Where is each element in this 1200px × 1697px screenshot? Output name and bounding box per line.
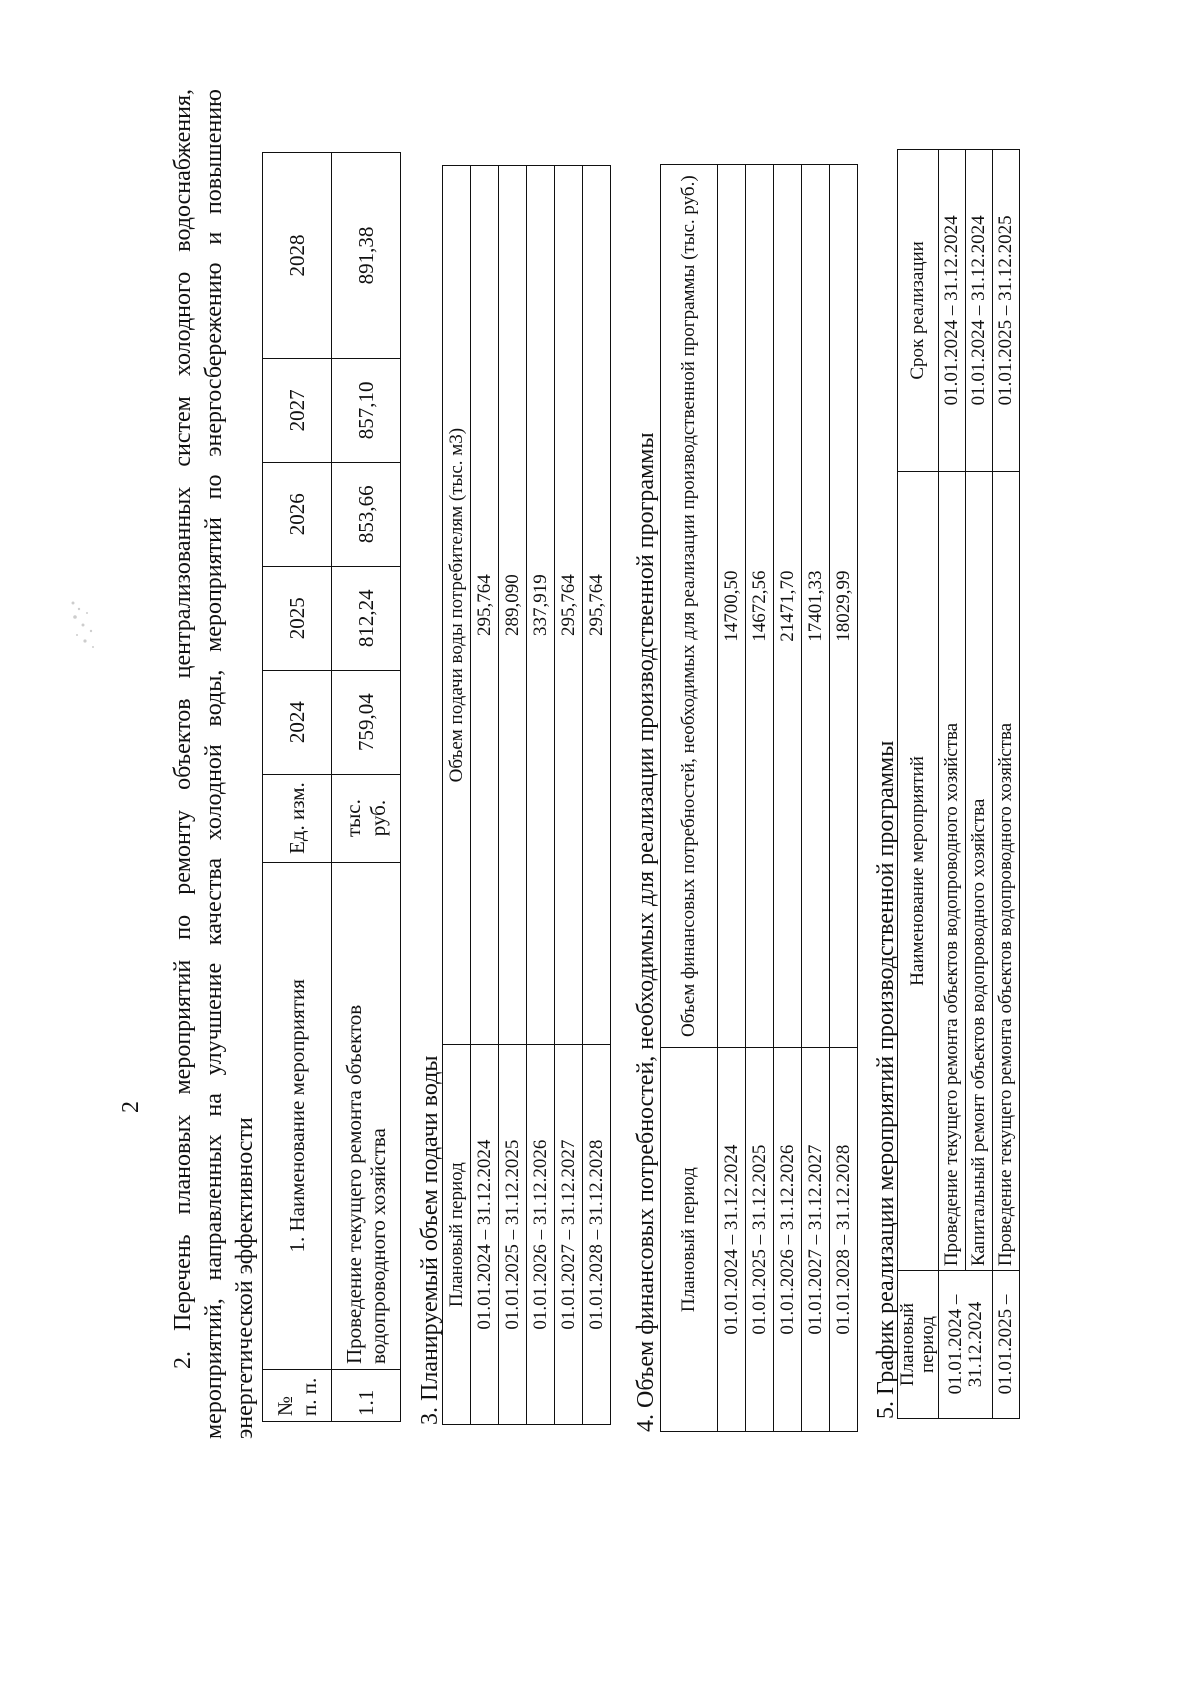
table-row (939, 150, 966, 1419)
period-cell: 01.01.2028 – 31.12.2028 (583, 1045, 611, 1425)
water-volume-table (442, 165, 611, 1425)
section-2-heading (168, 89, 261, 1439)
volume-cell: 289,090 (499, 166, 527, 1045)
period-cell: 01.01.2025 – 31.12.2025 (499, 1045, 527, 1425)
period-cell: 01.01.2027 – 31.12.2027 (802, 1048, 830, 1432)
header-period: Плановый период (898, 1271, 939, 1419)
header-year-2027: 2027 (263, 358, 332, 462)
header-number: № п. п. (263, 1370, 332, 1422)
header-volume: Объем подачи воды потребителям (тыс. м3) (443, 166, 471, 1045)
table-row (332, 153, 401, 1422)
financial-needs-table-header (661, 165, 718, 1432)
amount-cell: 17401,33 (802, 165, 830, 1048)
measure-cell: Проведение текущего ремонта объектов водопроводного хозяйства (993, 471, 1020, 1270)
table-row (583, 166, 611, 1425)
period-cell: 01.01.2026 – 31.12.2026 (774, 1048, 802, 1432)
table-row (746, 165, 774, 1432)
period-cell: 01.01.2027 – 31.12.2027 (555, 1045, 583, 1425)
row-value-2025: 812,24 (332, 566, 401, 670)
schedule-table-header (898, 150, 939, 1419)
measures-table-header (263, 153, 332, 1422)
amount-cell: 14700,50 (718, 165, 746, 1048)
period-cell: 01.01.2026 – 31.12.2026 (527, 1045, 555, 1425)
header-period: Плановый период (661, 1048, 718, 1432)
header-period: Плановый период (443, 1045, 471, 1425)
volume-cell: 337,919 (527, 166, 555, 1045)
period-cell: 01.01.2025 – 31.12.2025 (746, 1048, 774, 1432)
row-unit: тыс. руб. (332, 774, 401, 862)
header-term: Срок реализации (898, 150, 939, 472)
period-cell: 01.01.2025 – (993, 1271, 1020, 1419)
term-cell: 01.01.2025 – 31.12.2025 (993, 150, 1020, 472)
table-row (993, 150, 1020, 1419)
row-value-2027: 857,10 (332, 358, 401, 462)
amount-cell: 21471,70 (774, 165, 802, 1048)
schedule-table (897, 149, 1020, 1419)
period-cell: 01.01.2024 – 31.12.2024 (939, 1271, 993, 1419)
row-value-2028: 891,38 (332, 153, 401, 359)
section-3-heading: 3. Планируемый объем подачи воды (417, 1055, 443, 1425)
financial-needs-table (660, 164, 858, 1432)
table-row (499, 166, 527, 1425)
header-unit: Ед. изм. (263, 774, 332, 862)
header-year-2028: 2028 (263, 153, 332, 359)
header-year-2026: 2026 (263, 462, 332, 566)
measure-cell: Проведение текущего ремонта объектов водопроводного хозяйства (939, 471, 966, 1270)
table-row (830, 165, 858, 1432)
table-row (802, 165, 830, 1432)
table-row (527, 166, 555, 1425)
term-cell: 01.01.2024 – 31.12.2024 (966, 150, 993, 472)
header-year-2024: 2024 (263, 670, 332, 774)
period-cell: 01.01.2024 – 31.12.2024 (471, 1045, 499, 1425)
table-row (718, 165, 746, 1432)
page-number: 2 (118, 1101, 144, 1113)
volume-cell: 295,764 (471, 166, 499, 1045)
amount-cell: 14672,56 (746, 165, 774, 1048)
table-row (555, 166, 583, 1425)
table-row (471, 166, 499, 1425)
section-2-heading-text: 2. Перечень плановых мероприятий по ремонту объектов централизованных систем холодного водоснабжения, мероприятий, направленных на улучшение качества холодной воды, мероприятий по энергосбережению и повышению энергетической эффективности (170, 89, 258, 1439)
row-value-2024: 759,04 (332, 670, 401, 774)
period-cell: 01.01.2024 – 31.12.2024 (718, 1048, 746, 1432)
period-cell: 01.01.2028 – 31.12.2028 (830, 1048, 858, 1432)
table-row (774, 165, 802, 1432)
volume-cell: 295,764 (555, 166, 583, 1045)
header-measure-name: 1. Наименование мероприятия (263, 862, 332, 1369)
row-number: 1.1 (332, 1370, 401, 1422)
header-measures: Наименование мероприятий (898, 471, 939, 1270)
section-5-heading: 5. График реализации мероприятий производственной программы (873, 740, 899, 1419)
measures-table (262, 152, 401, 1422)
term-cell: 01.01.2024 – 31.12.2024 (939, 150, 966, 472)
scan-smudge-icon (65, 595, 105, 655)
row-value-2026: 853,66 (332, 462, 401, 566)
header-financial-volume: Объем финансовых потребностей, необходимых для реализации производственной программы (тыс. руб.) (661, 165, 718, 1048)
header-year-2025: 2025 (263, 566, 332, 670)
measure-cell: Капитальный ремонт объектов водопроводного хозяйства (966, 471, 993, 1270)
volume-cell: 295,764 (583, 166, 611, 1045)
amount-cell: 18029,99 (830, 165, 858, 1048)
table-row (966, 150, 993, 1419)
water-volume-table-header (443, 166, 471, 1425)
row-measure-name: Проведение текущего ремонта объектов водопроводного хозяйства (332, 862, 401, 1369)
section-4-heading: 4. Объем финансовых потребностей, необходимых для реализации производственной программы (633, 432, 659, 1432)
